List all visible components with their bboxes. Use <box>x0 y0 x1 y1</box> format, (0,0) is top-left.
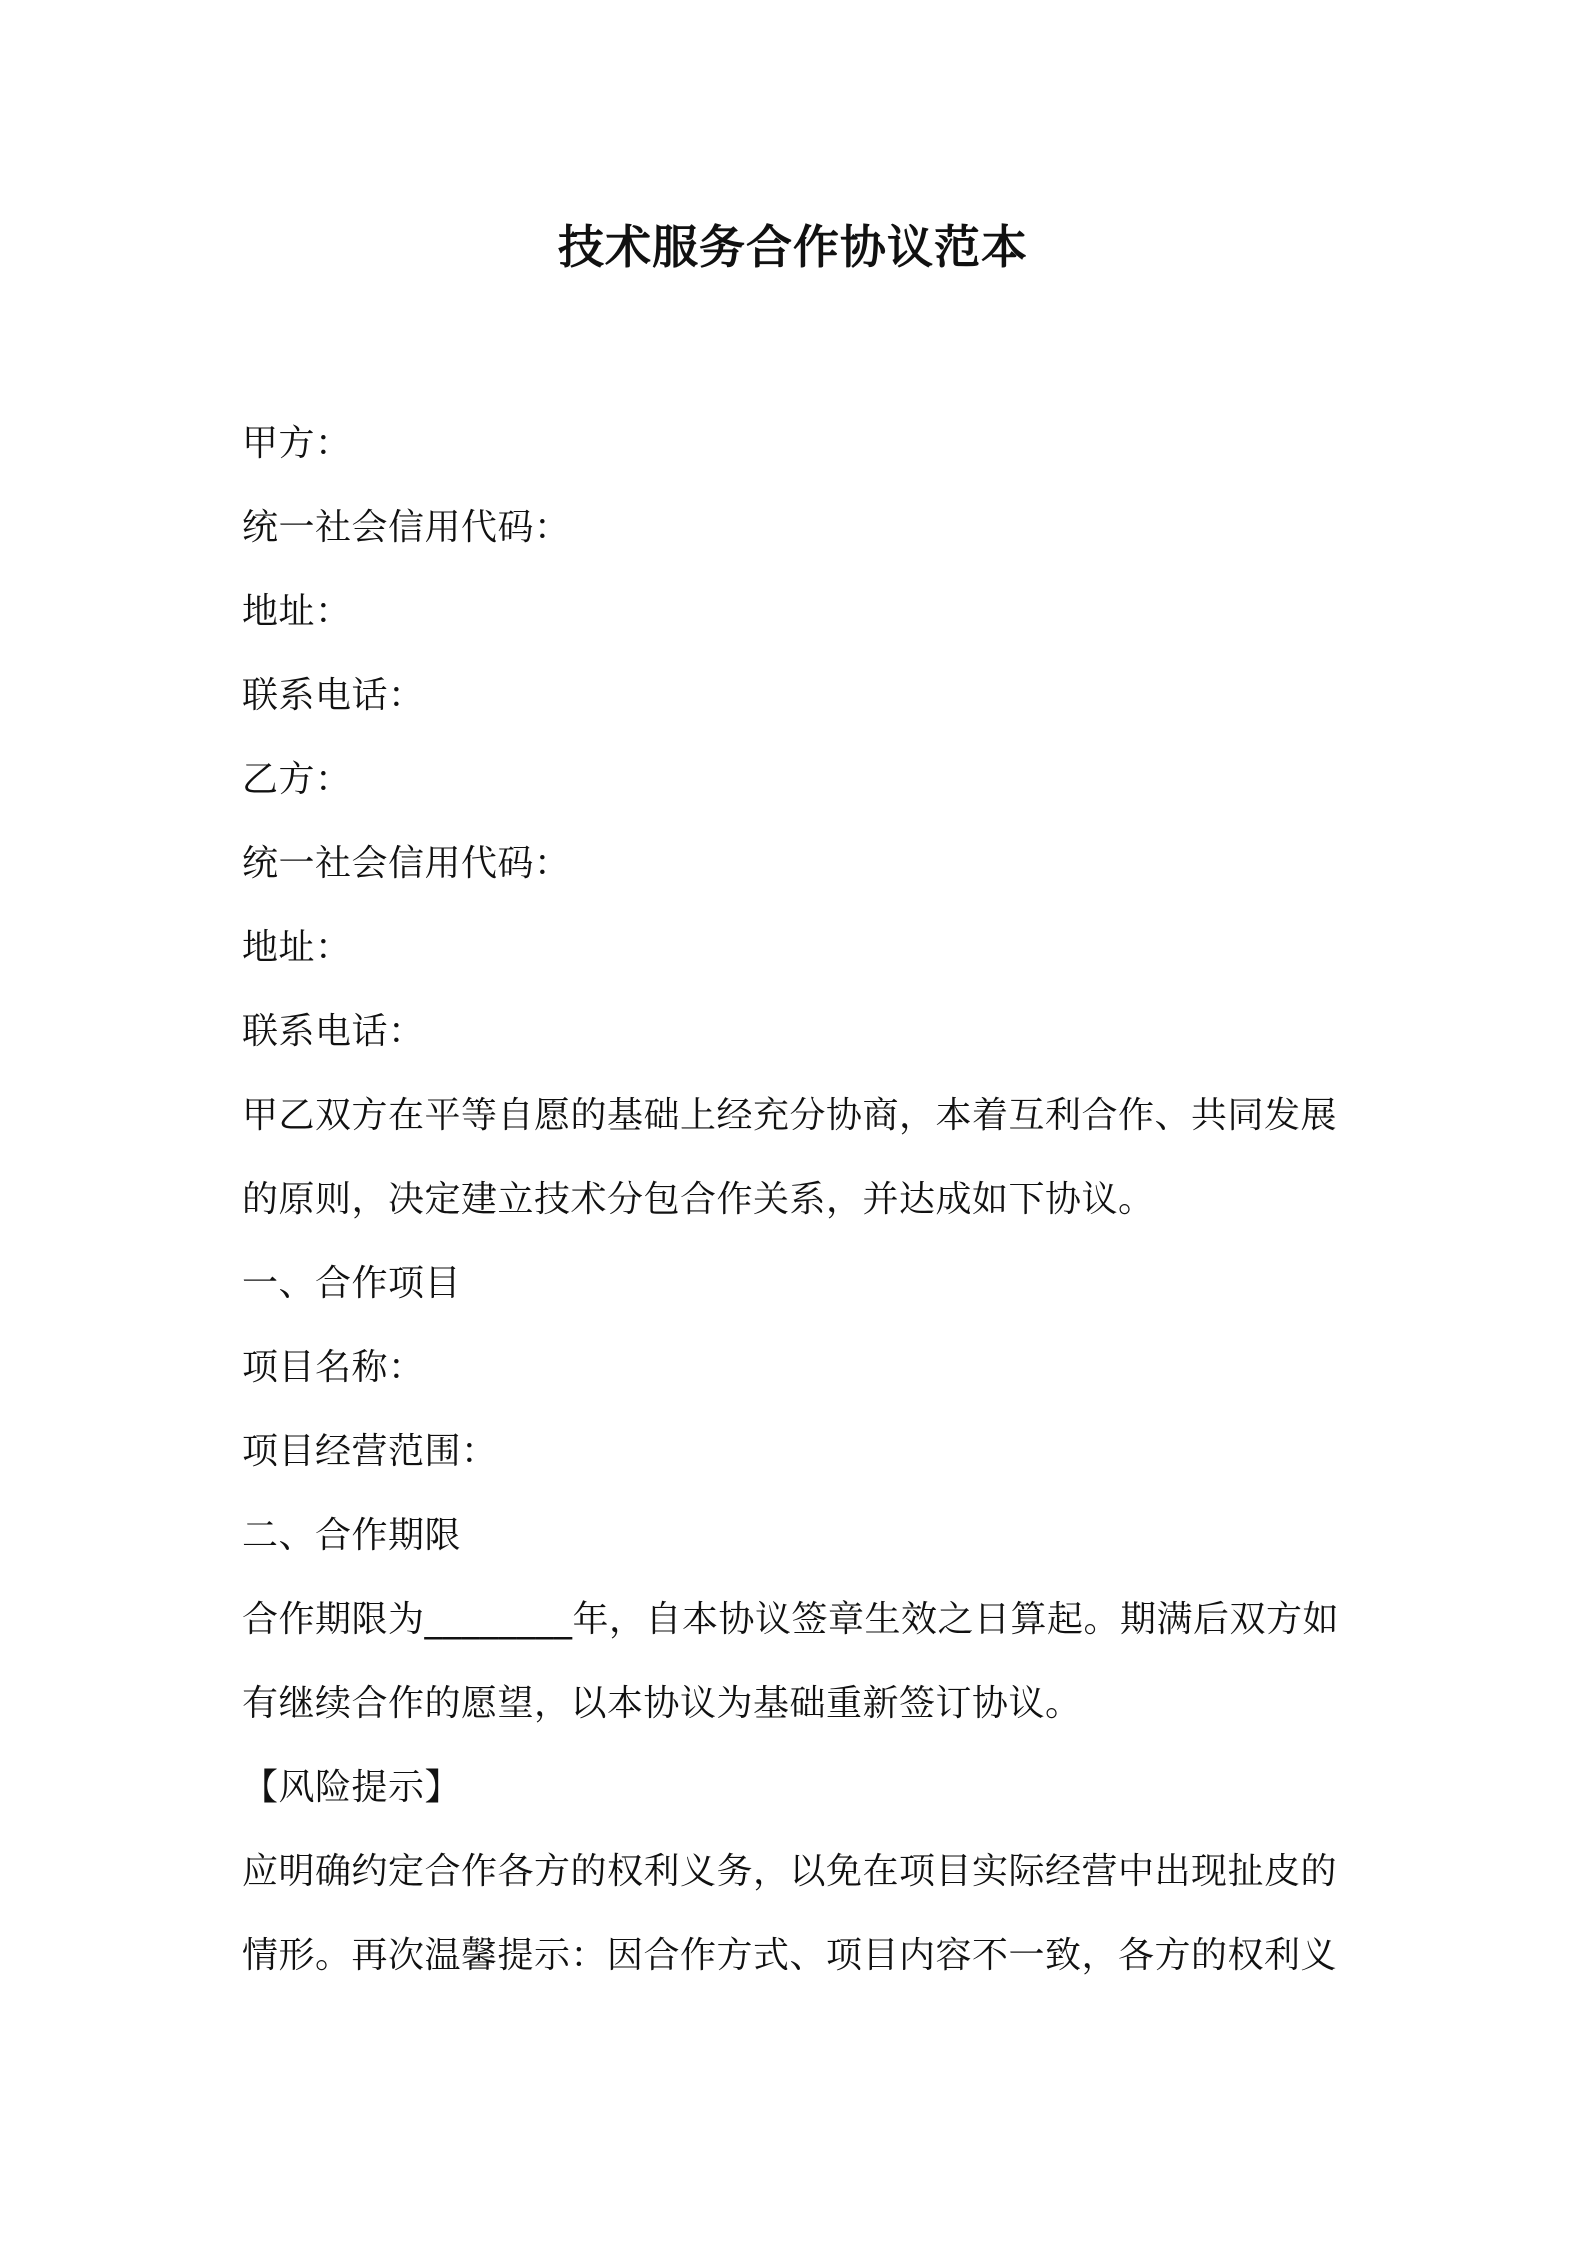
party-b-credit-code-label: 统一社会信用代码： <box>242 843 571 884</box>
party-b-phone-label: 联系电话： <box>242 1011 425 1052</box>
party-b-address-label: 地址： <box>242 927 352 968</box>
party-a-credit-code-label: 统一社会信用代码： <box>242 507 571 548</box>
document-title: 技术服务合作协议范本 <box>558 220 1028 274</box>
party-a-address-label: 地址： <box>242 591 352 632</box>
party-b-label: 乙方： <box>242 759 352 800</box>
document-body <box>242 402 1362 1998</box>
risk-notice-heading: 【风险提示】 <box>242 1767 462 1808</box>
project-name-label: 项目名称： <box>242 1347 425 1388</box>
party-a-phone-label: 联系电话： <box>242 675 425 716</box>
section-heading-cooperation-term: 二、合作期限 <box>242 1515 462 1556</box>
project-scope-label: 项目经营范围： <box>242 1431 498 1472</box>
preamble-line-1: 甲乙双方在平等自愿的基础上经充分协商，本着互利合作、共同发展 <box>242 1095 1338 1136</box>
section-heading-cooperation-project: 一、合作项目 <box>242 1263 462 1304</box>
term-clause-line-1: 合作期限为________年，自本协议签章生效之日算起。期满后双方如 <box>242 1599 1340 1640</box>
risk-notice-line-1: 应明确约定合作各方的权利义务，以免在项目实际经营中出现扯皮的 <box>242 1851 1338 1892</box>
preamble-line-2: 的原则，决定建立技术分包合作关系，并达成如下协议。 <box>242 1179 1155 1220</box>
risk-notice-line-2: 情形。再次温馨提示：因合作方式、项目内容不一致，各方的权利义 <box>242 1935 1338 1976</box>
party-a-label: 甲方： <box>242 423 352 464</box>
term-clause-line-2: 有继续合作的愿望，以本协议为基础重新签订协议。 <box>242 1683 1082 1724</box>
